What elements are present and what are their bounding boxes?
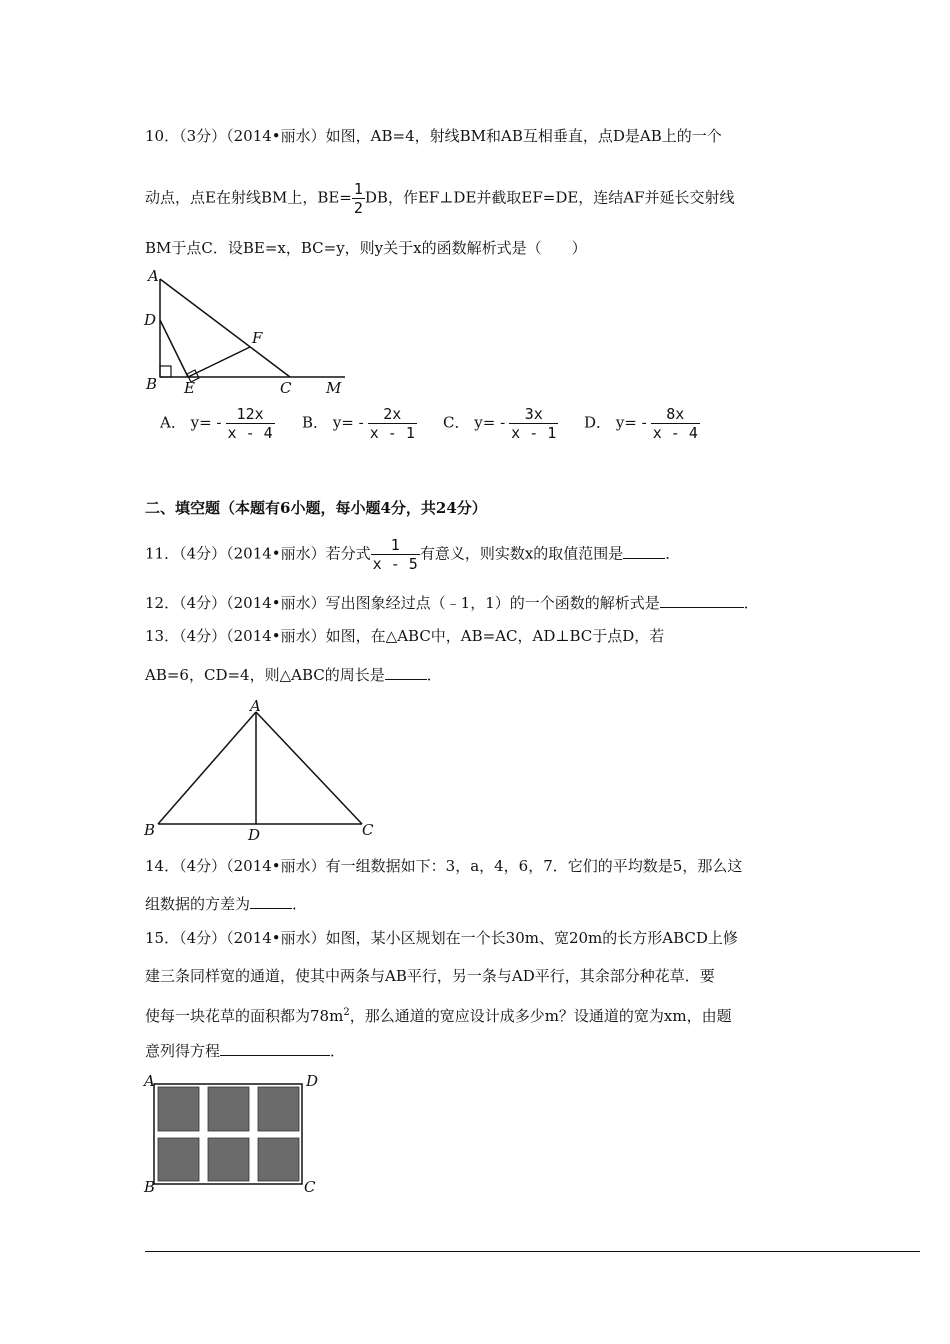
option-a-num: 12x: [226, 405, 275, 424]
q12-line: [145, 592, 759, 613]
q12-end: ．: [743, 594, 759, 612]
q15-line4: [145, 1040, 345, 1061]
q10-option-a[interactable]: [160, 405, 275, 442]
q11-end: ．: [665, 544, 681, 563]
q10-line2-a: 动点，点E在射线BM上，BE=: [145, 188, 352, 207]
q13-answer-blank[interactable]: [385, 664, 427, 680]
q15-answer-blank[interactable]: [220, 1040, 330, 1056]
q13-figure: [140, 696, 380, 846]
flower-bed: [158, 1087, 199, 1131]
q15-line2: 建三条同样宽的通道，使其中两条与AB平行，另一条与AD平行，其余部分种花草．要: [145, 967, 715, 985]
q13-line2-text: AB=6，CD=4，则△ABC的周长是: [145, 666, 385, 684]
q15-end: ．: [330, 1042, 346, 1060]
option-d-label: D．: [584, 413, 612, 432]
q11-fraction: [371, 536, 420, 573]
line-ac: [160, 279, 290, 377]
q13-end: ．: [426, 666, 442, 684]
label-a: A: [250, 697, 261, 715]
q15-superscript: 2: [343, 1007, 350, 1018]
q10-option-b[interactable]: [302, 405, 417, 442]
q10-option-d[interactable]: [584, 405, 700, 442]
q14-line2-text: 组数据的方差为: [145, 895, 251, 913]
label-e: E: [184, 379, 195, 397]
q11-line: [145, 536, 680, 573]
label-c: C: [304, 1178, 316, 1196]
q14-line1: 14．（4分）（2014•丽水）有一组数据如下：3，a，4，6，7．它们的平均数是5，那么这: [145, 857, 743, 875]
q15-line3-b: ，那么通道的宽应设计成多少m？设通道的宽为xm，由题: [349, 1007, 732, 1025]
q12-a: 12．（4分）（2014•丽水）写出图象经过点（﹣1，1）的一个函数的解析式是: [145, 594, 660, 612]
q14-answer-blank[interactable]: [250, 893, 292, 909]
option-c-label: C．: [443, 413, 470, 432]
option-a-label: A．: [160, 413, 186, 432]
q11-a: 11．（4分）（2014•丽水）若分式: [145, 544, 371, 563]
option-a-fraction: [226, 405, 275, 442]
q10-frac-num: 1: [353, 180, 363, 198]
q10-line1: 10．（3分）（2014•丽水）如图，AB=4，射线BM和AB互相垂直，点D是AB上的一个: [145, 127, 722, 145]
option-b-label: B．: [302, 413, 329, 432]
q10-option-c[interactable]: [443, 405, 558, 442]
label-f: F: [252, 329, 263, 347]
label-d: D: [248, 826, 261, 844]
q15-line1: 15．（4分）（2014•丽水）如图，某小区规划在一个长30m、宽20m的长方形ABCD上修: [145, 929, 738, 947]
q15-line3: [145, 1003, 732, 1026]
option-a-prefix: y= -: [190, 413, 222, 432]
q11-num: 1: [371, 536, 420, 555]
q14-end: ．: [292, 895, 308, 913]
option-b-num: 2x: [368, 405, 417, 424]
right-angle-b: [160, 366, 171, 377]
q11-den: x - 5: [372, 555, 418, 573]
q10-frac-den: 2: [353, 199, 363, 217]
option-d-num: 8x: [651, 405, 700, 424]
option-c-fraction: [509, 405, 558, 442]
q10-figure: [140, 265, 360, 400]
label-b: B: [144, 821, 156, 839]
q15-figure: [140, 1070, 330, 1200]
q10-line3: BM于点C．设BE=x，BC=y，则y关于x的函数解析式是（ ）: [145, 239, 587, 257]
flower-bed: [208, 1138, 249, 1181]
option-c-den: x - 1: [511, 424, 557, 442]
option-a-den: x - 4: [227, 424, 273, 442]
q14-line2: [145, 893, 307, 914]
option-b-den: x - 1: [369, 424, 415, 442]
label-b: B: [146, 375, 158, 393]
option-b-fraction: [368, 405, 417, 442]
q15-line3-a: 使每一块花草的面积都为78m: [145, 1007, 344, 1025]
option-c-prefix: y= -: [474, 413, 506, 432]
option-d-fraction: [651, 405, 700, 442]
label-d: D: [306, 1072, 319, 1090]
q10-line2-b: DB，作EF⊥DE并截取EF=DE，连结AF并延长交射线: [364, 188, 735, 207]
label-b: B: [144, 1178, 156, 1196]
option-d-den: x - 4: [652, 424, 698, 442]
flower-bed: [158, 1138, 199, 1181]
q13-line2: [145, 664, 442, 685]
flower-bed: [258, 1138, 299, 1181]
section-2-title: 二、填空题（本题有6小题，每小题4分，共24分）: [145, 499, 487, 517]
option-b-prefix: y= -: [332, 413, 364, 432]
label-c: C: [280, 379, 292, 397]
line-ac: [256, 712, 362, 824]
footer-divider: [145, 1251, 920, 1252]
label-d: D: [144, 311, 157, 329]
label-c: C: [362, 821, 374, 839]
label-a: A: [144, 1072, 155, 1090]
option-c-num: 3x: [509, 405, 558, 424]
label-a: A: [148, 267, 159, 285]
line-ab: [158, 712, 256, 824]
q11-b: 有意义，则实数x的取值范围是: [419, 544, 624, 563]
q10-half-fraction: [352, 180, 365, 217]
label-m: M: [326, 379, 342, 397]
q10-line2: [145, 180, 735, 217]
q15-line4-text: 意列得方程: [145, 1042, 221, 1060]
q11-answer-blank[interactable]: [623, 543, 665, 559]
flower-bed: [208, 1087, 249, 1131]
q13-line1: 13．（4分）（2014•丽水）如图，在△ABC中，AB=AC，AD⊥BC于点D，若: [145, 627, 665, 645]
line-ef: [188, 347, 250, 377]
line-de: [160, 320, 188, 377]
option-d-prefix: y= -: [615, 413, 647, 432]
q12-answer-blank[interactable]: [660, 592, 744, 608]
flower-bed: [258, 1087, 299, 1131]
